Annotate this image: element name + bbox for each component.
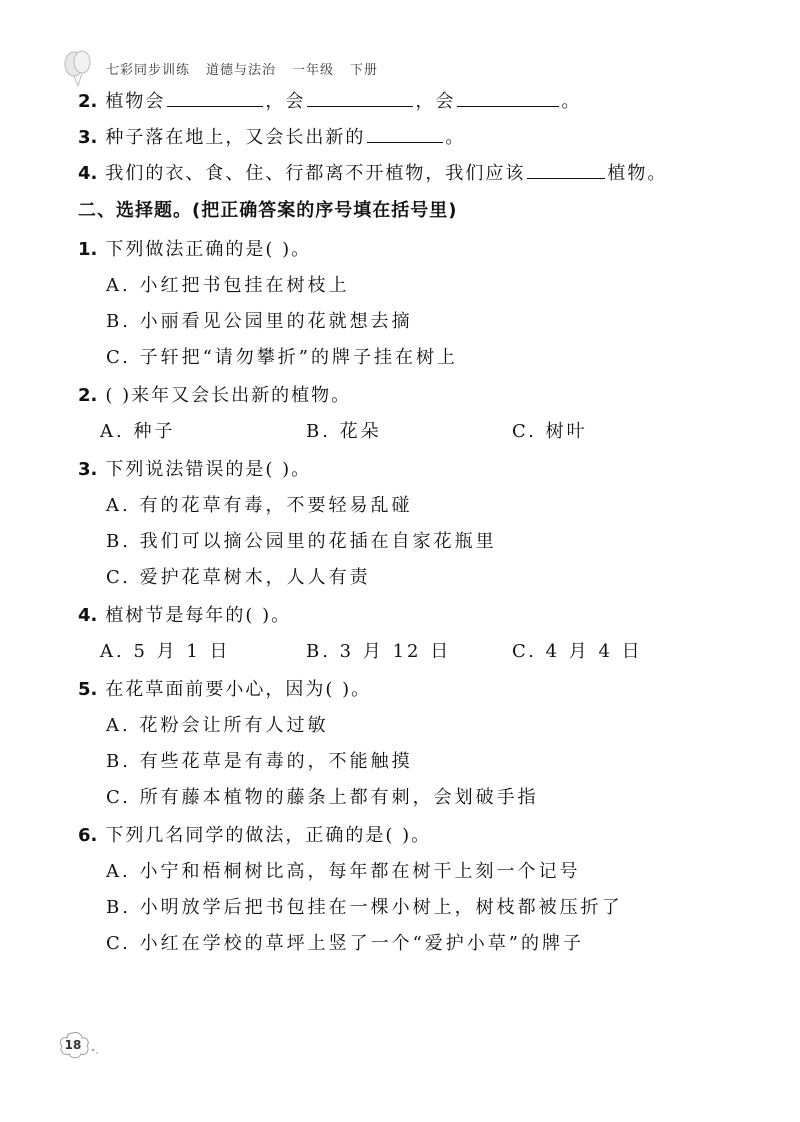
answer-blank[interactable] [307,86,413,107]
options-row [78,414,718,450]
option-a: A. 5 月 1 日 [100,641,231,662]
fill-text: 我们的衣、食、住、行都离不开植物，我们应该 [105,163,526,184]
page-number-badge [56,1030,100,1060]
question-number: 4. [78,163,98,184]
question-number: 2. [78,385,98,406]
fill-text: 。 [561,91,582,112]
choice-question-5 [78,672,718,708]
question-stem: ( )来年又会长出新的植物。 [105,385,352,406]
question-number: 1. [78,239,98,260]
option-c: C. 树叶 [512,421,588,442]
choice-question-4 [78,598,718,634]
options-row [78,634,718,670]
worksheet-content [78,84,718,962]
header-text [106,59,378,78]
question-number: 5. [78,679,98,700]
option-c: C. 所有藤本植物的藤条上都有刺，会划破手指 [106,787,539,808]
header-volume: 下册 [350,62,379,78]
balloon-logo-icon [60,48,100,88]
question-number: 6. [78,825,98,846]
page-header [60,48,378,88]
option-c: C. 小红在学校的草坪上竖了一个“爱护小草”的牌子 [106,933,584,954]
fill-text: 。 [445,127,466,148]
option-b: B. 花朵 [306,421,382,442]
fill-text: 植物会 [105,91,166,112]
fill-text: ，会 [265,91,306,112]
option-c: C. 4 月 4 日 [512,641,643,662]
question-number: 3. [78,127,98,148]
fill-question-2 [78,84,718,120]
option-b: B. 小明放学后把书包挂在一棵小树上，树枝都被压折了 [106,897,623,918]
fill-text: ，会 [415,91,456,112]
option-a: A. 小红把书包挂在树枝上 [106,275,350,296]
option-a: A. 有的花草有毒，不要轻易乱碰 [106,495,413,516]
header-subject: 道德与法治 [206,62,277,78]
header-series: 七彩同步训练 [106,62,191,78]
option-b: B. 有些花草是有毒的，不能触摸 [106,751,413,772]
question-number: 3. [78,459,98,480]
question-stem: 在花草面前要小心，因为( )。 [105,679,372,700]
option-b: B. 3 月 12 日 [306,641,452,662]
fill-question-4 [78,156,718,192]
section-title: 二、选择题。(把正确答案的序号填在括号里) [78,200,458,221]
fill-text: 种子落在地上，又会长出新的 [105,127,366,148]
option-c: C. 子轩把“请勿攀折”的牌子挂在树上 [106,347,458,368]
choice-question-2 [78,378,718,414]
answer-blank[interactable] [457,86,559,107]
fill-question-3 [78,120,718,156]
option-a: A. 小宁和梧桐树比高，每年都在树干上刻一个记号 [106,861,581,882]
question-stem: 下列几名同学的做法，正确的是( )。 [105,825,432,846]
option-b: B. 我们可以摘公园里的花插在自家花瓶里 [106,531,497,552]
choice-question-6 [78,818,718,854]
question-stem: 下列说法错误的是( )。 [105,459,312,480]
answer-blank[interactable] [527,158,605,179]
header-grade: 一年级 [292,62,335,78]
choice-question-3 [78,452,718,488]
option-b: B. 小丽看见公园里的花就想去摘 [106,311,413,332]
page-number: 18 [64,1038,82,1052]
option-c: C. 爱护花草树木，人人有责 [106,567,371,588]
question-number: 4. [78,605,98,626]
choice-question-1 [78,232,718,268]
fill-text: 植物。 [607,163,668,184]
option-a: A. 花粉会让所有人过敏 [106,715,329,736]
option-a: A. 种子 [100,421,176,442]
answer-blank[interactable] [367,122,443,143]
question-stem: 植树节是每年的( )。 [105,605,292,626]
question-stem: 下列做法正确的是( )。 [105,239,312,260]
answer-blank[interactable] [167,86,263,107]
question-number: 2. [78,91,98,112]
